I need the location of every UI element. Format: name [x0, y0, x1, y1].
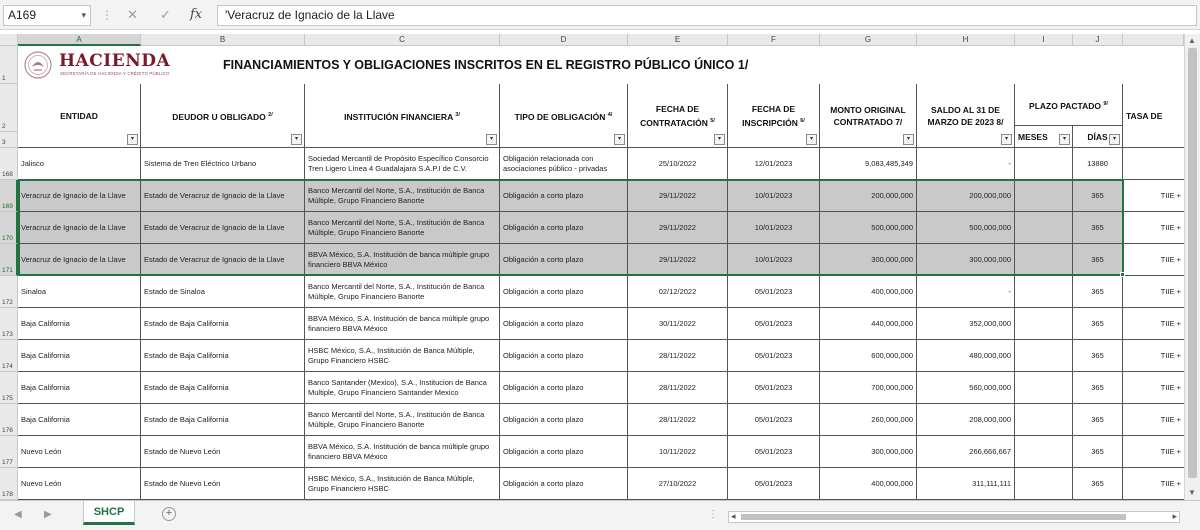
- header-institucion: INSTITUCIÓN FINANCIERA $^{3/}$: [305, 84, 500, 148]
- cell-institucion[interactable]: BBVA México, S.A. Institución de banca múltiple grupo financiero BBVA México: [305, 436, 500, 468]
- cell-tipo[interactable]: Obligación relacionada con asociaciones público - privadas: [500, 148, 628, 180]
- filter-dropdown-icon[interactable]: ▾: [291, 134, 302, 145]
- cell-saldo[interactable]: 311,111,111: [917, 468, 1015, 500]
- cell-tasa[interactable]: TIIE +: [1123, 212, 1184, 244]
- cell-meses[interactable]: [1015, 180, 1073, 212]
- cell-monto[interactable]: 300,000,000: [820, 244, 917, 276]
- cell-fecha-contratacion[interactable]: 28/11/2022: [628, 340, 728, 372]
- cell-dias[interactable]: 365: [1073, 212, 1123, 244]
- cell-tipo[interactable]: Obligación a corto plazo: [500, 372, 628, 404]
- add-sheet-button[interactable]: +: [162, 507, 176, 521]
- filter-dropdown-icon[interactable]: ▾: [903, 134, 914, 145]
- cell-fecha-inscripcion[interactable]: 05/01/2023: [728, 372, 820, 404]
- header-meses: MESES: [1015, 126, 1073, 148]
- cell-fecha-inscripcion[interactable]: 05/01/2023: [728, 276, 820, 308]
- cell-entidad[interactable]: Baja California: [18, 372, 141, 404]
- filter-dropdown-icon[interactable]: ▾: [806, 134, 817, 145]
- row-header[interactable]: 171: [0, 244, 18, 276]
- row-header[interactable]: 170: [0, 212, 18, 244]
- filter-dropdown-icon[interactable]: ▾: [1109, 134, 1120, 145]
- cell-meses[interactable]: [1015, 372, 1073, 404]
- cell-institucion[interactable]: Sociedad Mercantil de Propósito Específico Consorcio Tren Ligero Línea 4 Guadalajara S.A.P.I de C.V.: [305, 148, 500, 180]
- column-header-f[interactable]: F: [728, 34, 820, 46]
- cell-fecha-inscripcion[interactable]: 05/01/2023: [728, 436, 820, 468]
- cell-saldo[interactable]: 300,000,000: [917, 244, 1015, 276]
- horizontal-scrollbar[interactable]: [728, 511, 1180, 523]
- cell-entidad[interactable]: Nuevo León: [18, 468, 141, 500]
- header-fecha-inscripcion: FECHA DE INSCRIPCIÓN $^{6/}$: [728, 84, 820, 148]
- cell-fecha-inscripcion[interactable]: 05/01/2023: [728, 340, 820, 372]
- select-all-corner[interactable]: [0, 34, 18, 46]
- cell-deudor[interactable]: Estado de Baja California: [141, 308, 305, 340]
- cell-dias[interactable]: 365: [1073, 372, 1123, 404]
- cell-deudor[interactable]: Estado de Baja California: [141, 372, 305, 404]
- cell-entidad[interactable]: Baja California: [18, 308, 141, 340]
- cell-fecha-contratacion[interactable]: 28/11/2022: [628, 372, 728, 404]
- cell-tasa[interactable]: [1123, 148, 1184, 180]
- header-tipo: TIPO DE OBLIGACIÓN $^{4/}$: [500, 84, 628, 148]
- fill-handle[interactable]: [1120, 272, 1125, 277]
- cell-fecha-contratacion[interactable]: 02/12/2022: [628, 276, 728, 308]
- header-monto: MONTO ORIGINAL CONTRATADO 7/: [820, 84, 917, 148]
- cell-deudor[interactable]: Estado de Veracruz de Ignacio de la Llave: [141, 212, 305, 244]
- cell-fecha-inscripcion[interactable]: 10/01/2023: [728, 212, 820, 244]
- header-plazo: PLAZO PACTADO $^{9/}$: [1015, 84, 1123, 126]
- cell-meses[interactable]: [1015, 340, 1073, 372]
- cell-institucion[interactable]: Banco Mercantil del Norte, S.A., Institución de Banca Múltiple, Grupo Financiero Banorte: [305, 276, 500, 308]
- next-sheet-icon[interactable]: ▶: [44, 509, 52, 520]
- column-header-d[interactable]: D: [500, 34, 628, 46]
- cell-entidad[interactable]: Veracruz de Ignacio de la Llave: [18, 212, 141, 244]
- row-header[interactable]: 172: [0, 276, 18, 308]
- cell-tipo[interactable]: Obligación a corto plazo: [500, 308, 628, 340]
- function-icon[interactable]: fx: [190, 7, 203, 22]
- cell-deudor[interactable]: Estado de Nuevo León: [141, 436, 305, 468]
- cell-entidad[interactable]: Jalisco: [18, 148, 141, 180]
- filter-dropdown-icon[interactable]: ▾: [127, 134, 138, 145]
- cell-tipo[interactable]: Obligación a corto plazo: [500, 276, 628, 308]
- cell-deudor[interactable]: Estado de Nuevo León: [141, 468, 305, 500]
- name-box[interactable]: [3, 5, 91, 26]
- header-entidad: ENTIDAD: [18, 84, 141, 148]
- cell-deudor[interactable]: Estado de Veracruz de Ignacio de la Llave: [141, 244, 305, 276]
- cell-entidad[interactable]: Veracruz de Ignacio de la Llave: [18, 244, 141, 276]
- page-title: FINANCIAMIENTOS Y OBLIGACIONES INSCRITOS EN EL REGISTRO PÚBLICO ÚNICO 1/: [223, 58, 749, 72]
- vertical-scrollbar[interactable]: [1184, 34, 1200, 500]
- tab-split-handle-icon[interactable]: ⋮: [708, 509, 718, 520]
- cell-saldo[interactable]: 560,000,000: [917, 372, 1015, 404]
- drag-handle-icon[interactable]: ⋮: [101, 8, 113, 22]
- header-fecha-contratacion: FECHA DE CONTRATACIÓN $^{5/}$: [628, 84, 728, 148]
- row-header[interactable]: 176: [0, 404, 18, 436]
- cell-deudor[interactable]: Sistema de Tren Eléctrico Urbano: [141, 148, 305, 180]
- cell-tipo[interactable]: Obligación a corto plazo: [500, 244, 628, 276]
- cell-tasa[interactable]: TIIE +: [1123, 244, 1184, 276]
- cell-deudor[interactable]: Estado de Baja California: [141, 404, 305, 436]
- cell-entidad[interactable]: Nuevo León: [18, 436, 141, 468]
- cell-monto[interactable]: 9,083,485,349: [820, 148, 917, 180]
- cell-institucion[interactable]: Banco Mercantil del Norte, S.A., Institución de Banca Múltiple, Grupo Financiero Banorte: [305, 212, 500, 244]
- cell-fecha-contratacion[interactable]: 29/11/2022: [628, 244, 728, 276]
- cell-fecha-contratacion[interactable]: 25/10/2022: [628, 148, 728, 180]
- cell-dias[interactable]: 365: [1073, 436, 1123, 468]
- cell-dias[interactable]: 365: [1073, 308, 1123, 340]
- cell-monto[interactable]: 700,000,000: [820, 372, 917, 404]
- cell-institucion[interactable]: Banco Santander (Mexico), S.A., Institucion de Banca Multiple, Grupo Financiero Santander Mexico: [305, 372, 500, 404]
- cell-meses[interactable]: [1015, 468, 1073, 500]
- cell-fecha-contratacion[interactable]: 29/11/2022: [628, 212, 728, 244]
- row-header[interactable]: 3: [0, 132, 18, 148]
- logo-subtitle: SECRETARÍA DE HACIENDA Y CRÉDITO PÚBLICO: [60, 71, 170, 76]
- cell-dias[interactable]: 13880: [1073, 148, 1123, 180]
- cell-fecha-contratacion[interactable]: 10/11/2022: [628, 436, 728, 468]
- column-header-k[interactable]: [1123, 34, 1184, 46]
- scroll-left-icon[interactable]: ◂: [731, 511, 736, 521]
- cell-tasa[interactable]: TIIE +: [1123, 180, 1184, 212]
- cell-monto[interactable]: 400,000,000: [820, 468, 917, 500]
- cell-monto[interactable]: 400,000,000: [820, 276, 917, 308]
- filter-dropdown-icon[interactable]: ▾: [714, 134, 725, 145]
- row-header[interactable]: 1: [0, 46, 18, 84]
- column-header-b[interactable]: B: [141, 34, 305, 46]
- cell-monto[interactable]: 600,000,000: [820, 340, 917, 372]
- sheet-tab-shcp[interactable]: SHCP: [83, 501, 135, 525]
- cell-tasa[interactable]: TIIE +: [1123, 276, 1184, 308]
- header-deudor: DEUDOR U OBLIGADO $^{2/}$: [141, 84, 305, 148]
- cell-dias[interactable]: 365: [1073, 468, 1123, 500]
- logo-name: HACIENDA: [59, 51, 171, 71]
- cell-tasa[interactable]: TIIE +: [1123, 308, 1184, 340]
- cell-meses[interactable]: [1015, 404, 1073, 436]
- cell-institucion[interactable]: BBVA México, S.A. Institución de banca múltiple grupo financiero BBVA México: [305, 308, 500, 340]
- cell-tasa[interactable]: TIIE +: [1123, 404, 1184, 436]
- scroll-down-icon[interactable]: ▼: [1188, 488, 1196, 497]
- cell-deudor[interactable]: Estado de Veracruz de Ignacio de la Llave: [141, 180, 305, 212]
- vertical-scroll-thumb[interactable]: [1188, 48, 1197, 478]
- cell-fecha-contratacion[interactable]: 28/11/2022: [628, 404, 728, 436]
- cell-fecha-inscripcion[interactable]: 12/01/2023: [728, 148, 820, 180]
- cell-meses[interactable]: [1015, 148, 1073, 180]
- cell-tasa[interactable]: TIIE +: [1123, 436, 1184, 468]
- row-header[interactable]: 173: [0, 308, 18, 340]
- filter-dropdown-icon[interactable]: ▾: [614, 134, 625, 145]
- cell-tipo[interactable]: Obligación a corto plazo: [500, 212, 628, 244]
- cell-tasa[interactable]: TIIE +: [1123, 468, 1184, 500]
- cell-dias[interactable]: 365: [1073, 180, 1123, 212]
- row-header[interactable]: 175: [0, 372, 18, 404]
- cell-monto[interactable]: 260,000,000: [820, 404, 917, 436]
- cell-deudor[interactable]: Estado de Sinaloa: [141, 276, 305, 308]
- cell-tipo[interactable]: Obligación a corto plazo: [500, 404, 628, 436]
- cell-fecha-inscripcion[interactable]: 05/01/2023: [728, 308, 820, 340]
- cell-dias[interactable]: 365: [1073, 276, 1123, 308]
- cell-meses[interactable]: [1015, 276, 1073, 308]
- row-header[interactable]: 168: [0, 148, 18, 180]
- cell-dias[interactable]: 365: [1073, 244, 1123, 276]
- scroll-right-icon[interactable]: ▸: [1172, 511, 1177, 521]
- cell-entidad[interactable]: Sinaloa: [18, 276, 141, 308]
- formula-bar: [0, 0, 1200, 30]
- formula-input[interactable]: 'Veracruz de Ignacio de la Llave: [217, 5, 1197, 26]
- cell-monto[interactable]: 500,000,000: [820, 212, 917, 244]
- filter-dropdown-icon[interactable]: ▾: [486, 134, 497, 145]
- hacienda-logo: [21, 50, 196, 80]
- column-header-i[interactable]: I: [1015, 34, 1073, 46]
- cell-tasa[interactable]: TIIE +: [1123, 372, 1184, 404]
- cell-tasa[interactable]: TIIE +: [1123, 340, 1184, 372]
- row-header[interactable]: 169: [0, 180, 18, 212]
- column-header-j[interactable]: J: [1073, 34, 1123, 46]
- cell-meses[interactable]: [1015, 244, 1073, 276]
- cell-fecha-inscripcion[interactable]: 05/01/2023: [728, 468, 820, 500]
- column-header-c[interactable]: C: [305, 34, 500, 46]
- row-header[interactable]: 2: [0, 84, 18, 132]
- cell-entidad[interactable]: Baja California: [18, 340, 141, 372]
- cell-meses[interactable]: [1015, 436, 1073, 468]
- enter-icon[interactable]: ✓: [160, 7, 171, 22]
- cell-saldo[interactable]: -: [917, 148, 1015, 180]
- cell-saldo[interactable]: -: [917, 276, 1015, 308]
- cell-meses[interactable]: [1015, 212, 1073, 244]
- cell-institucion[interactable]: Banco Mercantil del Norte, S.A., Institución de Banca Múltiple, Grupo Financiero Banorte: [305, 180, 500, 212]
- worksheet-grid[interactable]: [18, 46, 1184, 500]
- sheet-tab-bar: [0, 500, 1200, 530]
- cell-monto[interactable]: 200,000,000: [820, 180, 917, 212]
- header-saldo: SALDO AL 31 DE MARZO DE 2023 8/: [917, 84, 1015, 148]
- header-dias: DÍAS: [1073, 126, 1123, 148]
- cell-fecha-contratacion[interactable]: 27/10/2022: [628, 468, 728, 500]
- row-header[interactable]: 177: [0, 436, 18, 468]
- cell-tipo[interactable]: Obligación a corto plazo: [500, 180, 628, 212]
- cell-tipo[interactable]: Obligación a corto plazo: [500, 436, 628, 468]
- eagle-seal-icon: [21, 50, 55, 80]
- column-header-h[interactable]: H: [917, 34, 1015, 46]
- cell-monto[interactable]: 300,000,000: [820, 436, 917, 468]
- cell-tipo[interactable]: Obligación a corto plazo: [500, 340, 628, 372]
- row-header[interactable]: 174: [0, 340, 18, 372]
- cell-deudor[interactable]: Estado de Baja California: [141, 340, 305, 372]
- name-box-value: A169: [8, 8, 37, 22]
- filter-dropdown-icon[interactable]: ▾: [1001, 134, 1012, 145]
- cell-saldo[interactable]: 208,000,000: [917, 404, 1015, 436]
- scroll-up-icon[interactable]: ▲: [1188, 36, 1196, 45]
- cell-dias[interactable]: 365: [1073, 404, 1123, 436]
- chevron-down-icon[interactable]: ▾: [81, 10, 86, 20]
- cell-entidad[interactable]: Veracruz de Ignacio de la Llave: [18, 180, 141, 212]
- row-header[interactable]: 178: [0, 468, 18, 500]
- horizontal-scroll-thumb[interactable]: [741, 514, 1126, 520]
- prev-sheet-icon[interactable]: ◀: [14, 509, 22, 520]
- cell-tipo[interactable]: Obligación a corto plazo: [500, 468, 628, 500]
- cell-saldo[interactable]: 480,000,000: [917, 340, 1015, 372]
- cell-saldo[interactable]: 352,000,000: [917, 308, 1015, 340]
- cancel-icon[interactable]: ✕: [127, 7, 138, 22]
- filter-dropdown-icon[interactable]: ▾: [1059, 134, 1070, 145]
- column-header-e[interactable]: E: [628, 34, 728, 46]
- header-tasa: TASA DE: [1123, 84, 1184, 148]
- cell-saldo[interactable]: 200,000,000: [917, 180, 1015, 212]
- cell-saldo[interactable]: 266,666,667: [917, 436, 1015, 468]
- cell-fecha-inscripcion[interactable]: 10/01/2023: [728, 180, 820, 212]
- cell-institucion[interactable]: Banco Mercantil del Norte, S.A., Institución de Banca Múltiple, Grupo Financiero Banorte: [305, 404, 500, 436]
- cell-institucion[interactable]: BBVA México, S.A. Institución de banca múltiple grupo financiero BBVA México: [305, 244, 500, 276]
- cell-institucion[interactable]: HSBC México, S.A., Institución de Banca Múltiple, Grupo Financiero HSBC: [305, 340, 500, 372]
- cell-saldo[interactable]: 500,000,000: [917, 212, 1015, 244]
- column-header-a[interactable]: A: [18, 34, 141, 46]
- cell-institucion[interactable]: HSBC México, S.A., Institución de Banca Múltiple, Grupo Financiero HSBC: [305, 468, 500, 500]
- cell-meses[interactable]: [1015, 308, 1073, 340]
- column-header-g[interactable]: G: [820, 34, 917, 46]
- cell-fecha-contratacion[interactable]: 29/11/2022: [628, 180, 728, 212]
- cell-dias[interactable]: 365: [1073, 340, 1123, 372]
- cell-monto[interactable]: 440,000,000: [820, 308, 917, 340]
- cell-fecha-inscripcion[interactable]: 10/01/2023: [728, 244, 820, 276]
- cell-fecha-contratacion[interactable]: 30/11/2022: [628, 308, 728, 340]
- cell-fecha-inscripcion[interactable]: 05/01/2023: [728, 404, 820, 436]
- cell-entidad[interactable]: Baja California: [18, 404, 141, 436]
